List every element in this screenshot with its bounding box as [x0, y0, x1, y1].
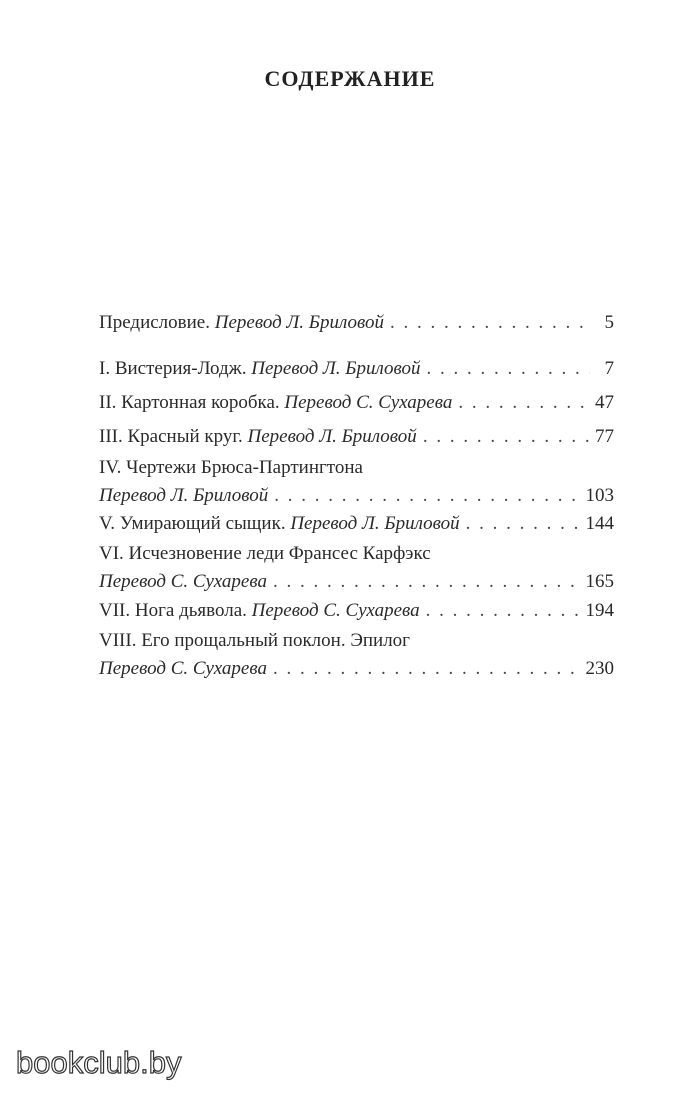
watermark-logo: bookclub.by	[16, 1045, 182, 1080]
entry-title: Предисловие.	[99, 312, 210, 333]
entry-page-number: 165	[585, 571, 614, 592]
toc-entry-3[interactable]	[99, 426, 614, 448]
toc-entry-4[interactable]	[99, 457, 614, 507]
entry-title: III. Красный круг.	[99, 426, 243, 447]
entry-title: II. Картонная коробка.	[99, 392, 280, 413]
toc-entry-preface[interactable]	[99, 312, 614, 334]
entry-page-number: 47	[595, 392, 614, 413]
entry-translator: Перевод Л. Бриловой	[290, 513, 460, 534]
entry-translator: Перевод Л. Бриловой	[99, 485, 269, 506]
entry-page-number: 103	[585, 485, 614, 506]
dot-leaders	[426, 600, 582, 622]
entry-page-number: 194	[585, 600, 614, 621]
entry-page-number: 5	[604, 312, 614, 333]
entry-translator: Перевод С. Сухарева	[99, 658, 267, 679]
entry-title: IV. Чертежи Брюса-Партингтона	[99, 457, 363, 478]
toc-entry-1[interactable]	[99, 358, 614, 380]
dot-leaders	[427, 358, 590, 380]
entry-translator: Перевод Л. Бриловой	[247, 426, 417, 447]
entry-translator: Перевод Л. Бриловой	[214, 312, 385, 333]
dot-leaders	[273, 658, 582, 680]
entry-page-number: 77	[595, 426, 614, 447]
dot-leaders	[273, 571, 582, 593]
toc-entry-6[interactable]	[99, 543, 614, 593]
entry-title: V. Умирающий сыщик.	[99, 513, 286, 534]
entry-page-number: 144	[585, 513, 614, 534]
entry-translator: Перевод С. Сухарева	[251, 600, 420, 621]
toc-entry-8[interactable]	[99, 630, 614, 680]
dot-leaders	[390, 312, 590, 334]
dot-leaders	[458, 392, 590, 414]
entry-translator: Перевод С. Сухарева	[99, 571, 267, 592]
entry-translator: Перевод Л. Бриловой	[251, 358, 421, 379]
toc-entry-2[interactable]	[99, 392, 614, 414]
entry-title: VI. Исчезновение леди Франсес Карфэкс	[99, 543, 431, 564]
entry-page-number: 230	[585, 658, 614, 679]
dot-leaders	[423, 426, 590, 448]
dot-leaders	[274, 485, 581, 507]
entry-translator: Перевод С. Сухарева	[284, 392, 453, 413]
entry-page-number: 7	[604, 358, 614, 379]
entry-title: VIII. Его прощальный поклон. Эпилог	[99, 630, 410, 651]
page-title: СОДЕРЖАНИЕ	[264, 66, 436, 91]
toc-entry-5[interactable]	[99, 513, 614, 535]
toc-entry-7[interactable]	[99, 600, 614, 622]
dot-leaders	[466, 513, 582, 535]
entry-title: I. Вистерия-Лодж.	[99, 358, 247, 379]
entry-title: VII. Нога дьявола.	[99, 600, 247, 621]
